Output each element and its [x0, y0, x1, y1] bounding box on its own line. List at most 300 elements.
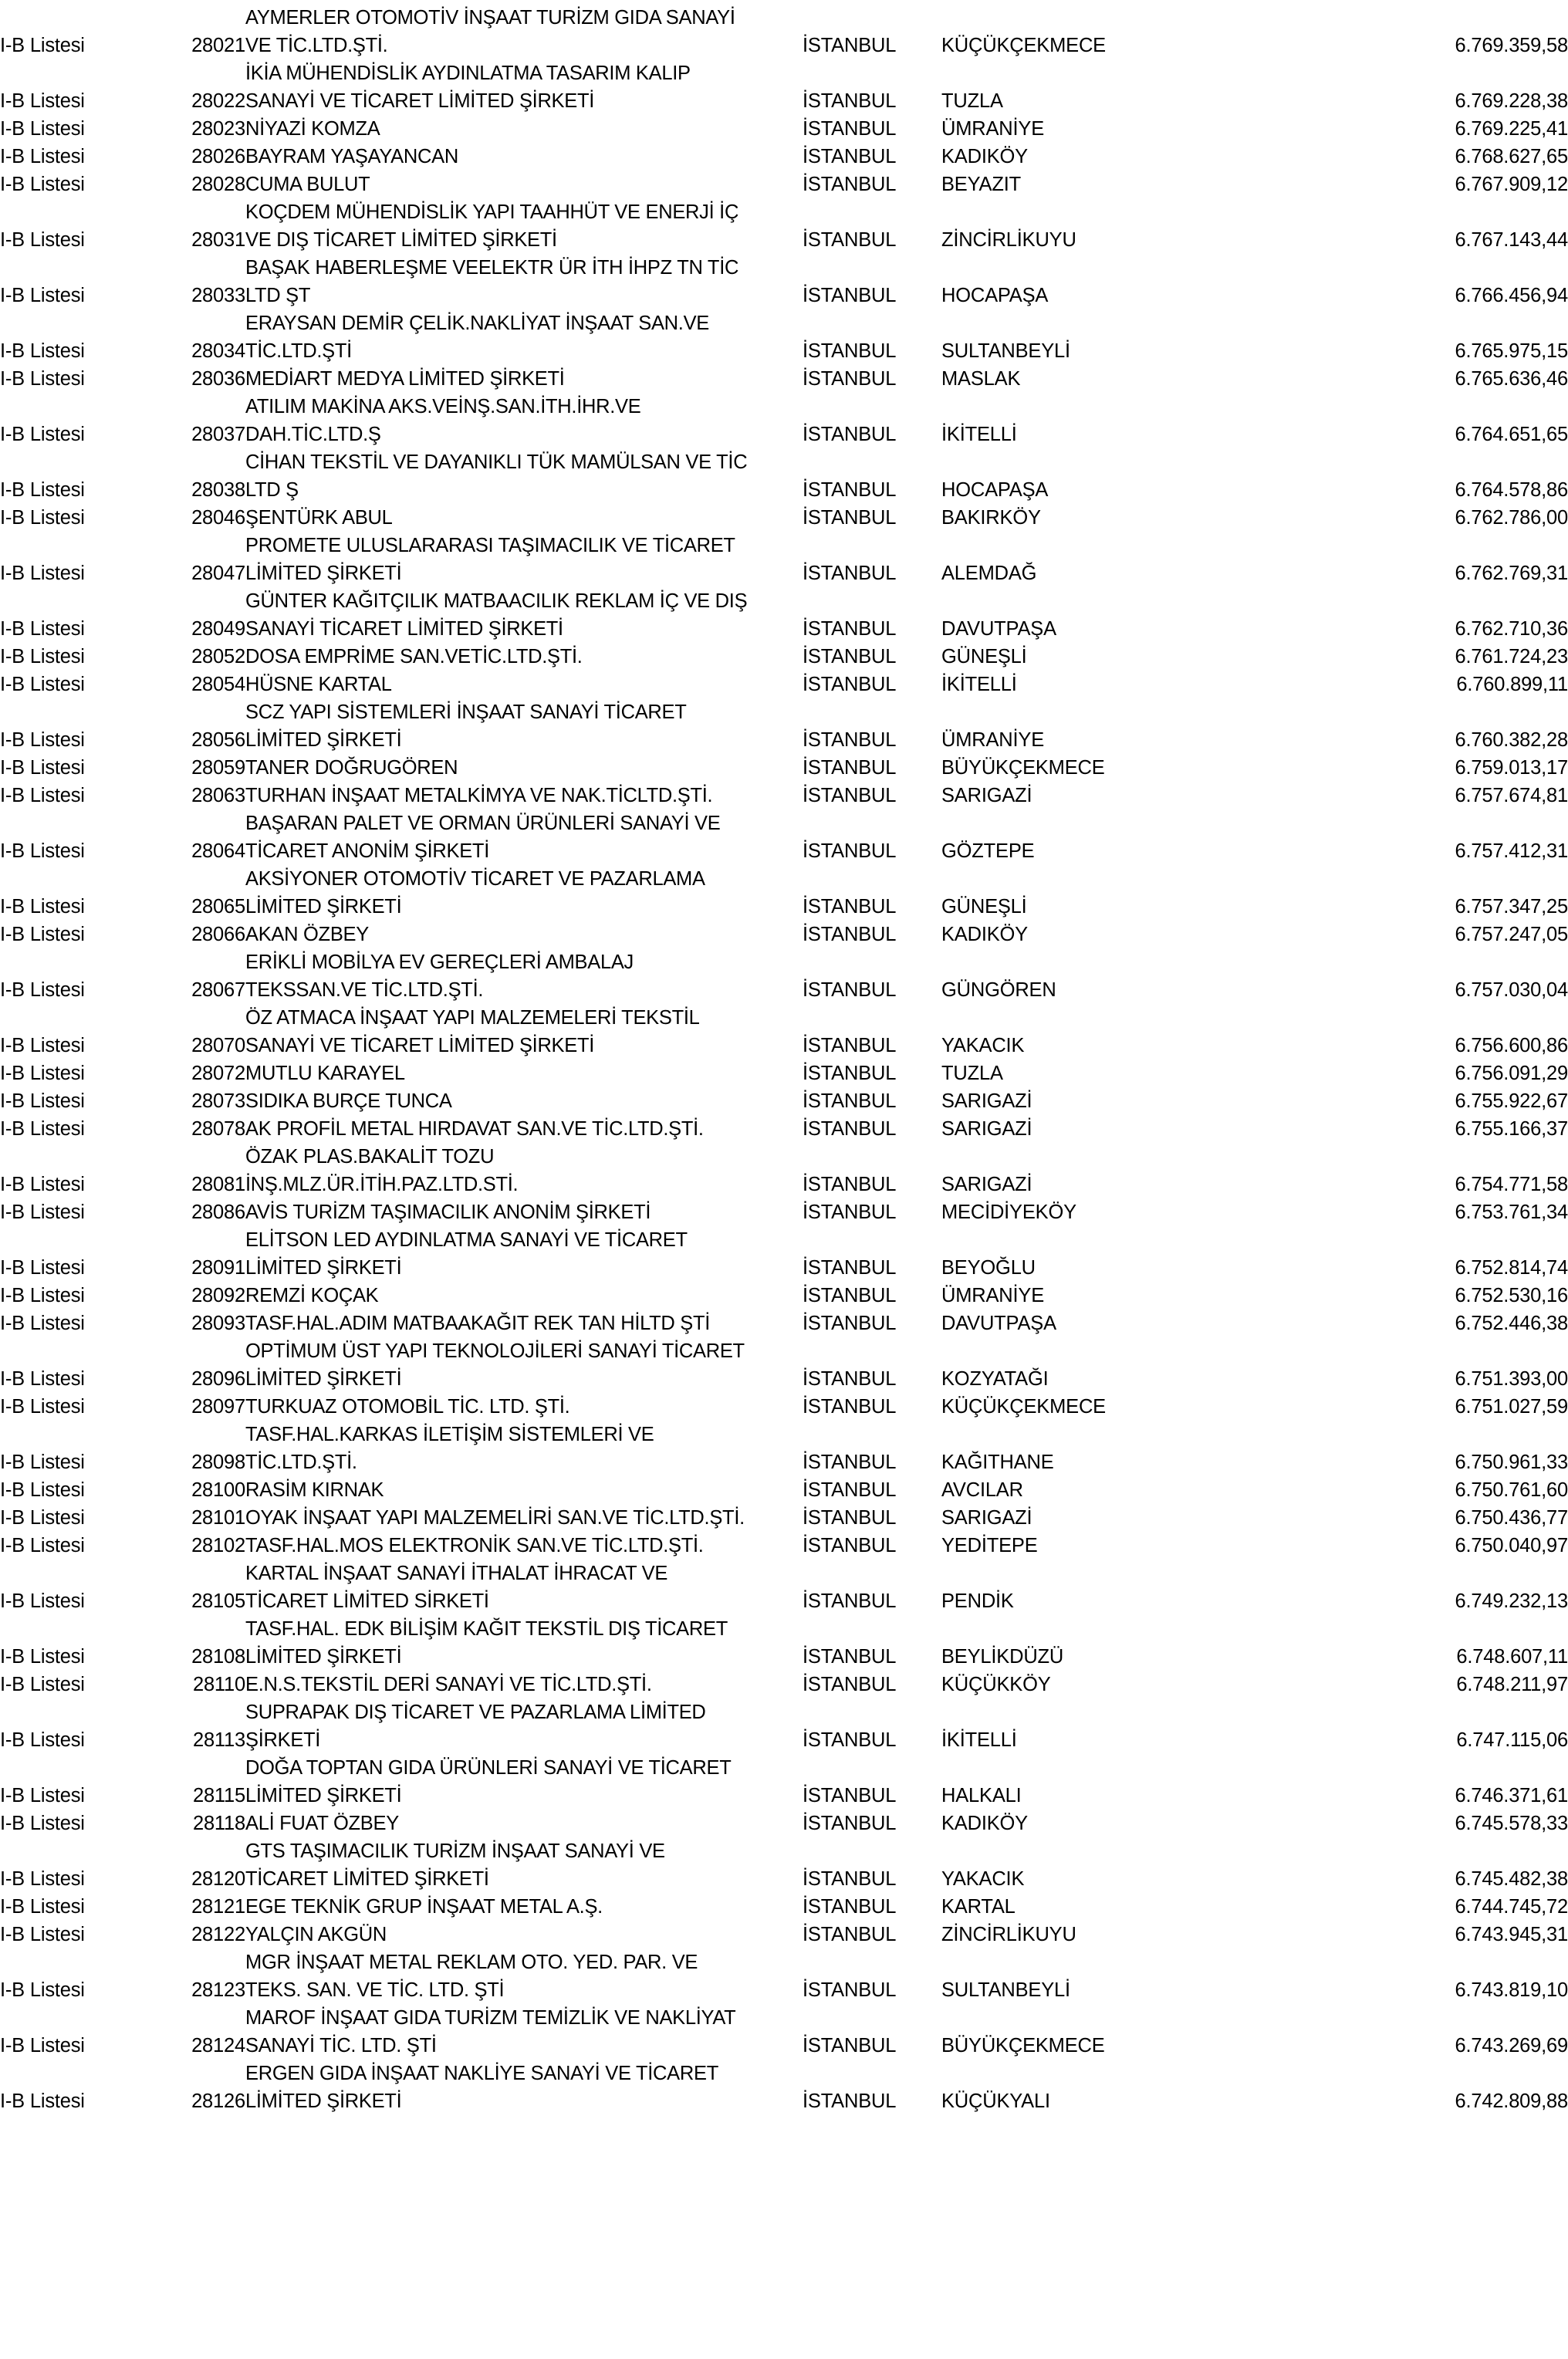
row-number: 28049 — [191, 617, 245, 640]
table-row — [0, 1250, 1568, 1278]
list-label: I-B Listesi — [0, 1923, 85, 1945]
list-label: I-B Listesi — [0, 478, 85, 501]
company-name: SANAYİ TİCARET LİMİTED ŞİRKETİ — [245, 617, 563, 640]
row-number-empty — [145, 2000, 245, 2028]
row-number-empty — [145, 806, 245, 833]
list-label-empty — [0, 0, 145, 28]
company-name: VE TİC.LTD.ŞTİ. — [245, 34, 388, 56]
list-label-empty — [0, 1000, 145, 1028]
debt-amount: 6.767.909,12 — [1455, 173, 1568, 195]
debt-amount: 6.749.232,13 — [1455, 1590, 1568, 1612]
tax-office-district: GÜNEŞLİ — [941, 895, 1027, 918]
table-row — [0, 1889, 1568, 1917]
list-label-empty — [0, 1750, 145, 1778]
tax-office-district: ALEMDAĞ — [941, 562, 1037, 584]
list-label: I-B Listesi — [0, 1645, 85, 1668]
table-row-name-wrap — [0, 2000, 1568, 2028]
row-number: 28059 — [191, 756, 245, 779]
company-name: LİMİTED ŞİRKETİ — [245, 1367, 402, 1390]
row-number-empty — [145, 1833, 245, 1861]
company-name: BAYRAM YAŞAYANCAN — [245, 145, 458, 167]
city-name: İSTANBUL — [803, 478, 897, 501]
debt-amount: 6.748.211,97 — [1456, 1673, 1568, 1695]
list-label: I-B Listesi — [0, 2034, 85, 2057]
list-label: I-B Listesi — [0, 1062, 85, 1084]
company-name: LİMİTED ŞİRKETİ — [245, 728, 402, 751]
table-row — [0, 722, 1568, 750]
company-name: LTD ŞT — [245, 284, 311, 306]
table-row-name-wrap — [0, 1695, 1568, 1722]
table-row — [0, 556, 1568, 583]
city-name: İSTANBUL — [803, 978, 897, 1001]
company-name-line1: İKİA MÜHENDİSLİK AYDINLATMA TASARIM KALIP — [245, 62, 691, 84]
table-row — [0, 1972, 1568, 2000]
row-number: 28081 — [191, 1173, 245, 1195]
company-name: LİMİTED ŞİRKETİ — [245, 895, 402, 918]
row-number: 28093 — [191, 1312, 245, 1334]
row-number: 28065 — [191, 895, 245, 918]
amount-empty — [1327, 1139, 1568, 1167]
city-empty — [803, 1333, 941, 1361]
row-number-empty — [145, 1417, 245, 1445]
amount-empty — [1327, 2000, 1568, 2028]
table-row-name-wrap — [0, 250, 1568, 278]
city-name: İSTANBUL — [803, 1256, 897, 1279]
company-name: LİMİTED ŞİRKETİ — [245, 1645, 402, 1668]
row-number: 28078 — [191, 1117, 245, 1140]
table-row-name-wrap — [0, 695, 1568, 722]
tax-office-district: KÜÇÜKYALI — [941, 2090, 1050, 2112]
amount-empty — [1327, 1417, 1568, 1445]
row-number-empty — [145, 56, 245, 83]
list-label-empty — [0, 1833, 145, 1861]
list-label-empty — [0, 194, 145, 222]
table-row — [0, 1361, 1568, 1389]
company-name: DOSA EMPRİME SAN.VETİC.LTD.ŞTİ. — [245, 645, 583, 667]
company-name: MEDİART MEDYA LİMİTED ŞİRKETİ — [245, 367, 565, 390]
list-label: I-B Listesi — [0, 673, 85, 695]
company-name: TASF.HAL.ADIM MATBAAKAĞIT REK TAN HİLTD ŞTİ — [245, 1312, 711, 1334]
debt-amount: 6.760.382,28 — [1455, 728, 1568, 751]
company-name: E.N.S.TEKSTİL DERİ SANAYİ VE TİC.LTD.ŞTİ. — [245, 1673, 652, 1695]
company-name: SANAYİ VE TİCARET LİMİTED ŞİRKETİ — [245, 1034, 595, 1056]
table-row — [0, 417, 1568, 444]
row-number: 28063 — [191, 784, 245, 806]
company-name: REMZİ KOÇAK — [245, 1284, 379, 1306]
table-row — [0, 472, 1568, 500]
city-empty — [803, 1695, 941, 1722]
tax-office-district: KOZYATAĞI — [941, 1367, 1049, 1390]
city-empty — [803, 1945, 941, 1972]
row-number-empty — [145, 1611, 245, 1639]
row-number: 28066 — [191, 923, 245, 945]
list-label: I-B Listesi — [0, 1506, 85, 1529]
city-name: İSTANBUL — [803, 1284, 897, 1306]
city-empty — [803, 250, 941, 278]
debt-amount: 6.757.412,31 — [1455, 840, 1568, 862]
amount-empty — [1327, 250, 1568, 278]
amount-empty — [1327, 1750, 1568, 1778]
amount-empty — [1327, 1000, 1568, 1028]
debt-amount: 6.746.371,61 — [1455, 1784, 1568, 1806]
table-row — [0, 1778, 1568, 1806]
debt-amount: 6.757.030,04 — [1455, 978, 1568, 1001]
table-row-name-wrap — [0, 1139, 1568, 1167]
company-name: SANAYİ VE TİCARET LİMİTED ŞİRKETİ — [245, 90, 595, 112]
city-empty — [803, 1833, 941, 1861]
district-empty — [941, 444, 1327, 472]
list-label-empty — [0, 306, 145, 333]
table-row — [0, 667, 1568, 695]
company-name-line1: MAROF İNŞAAT GIDA TURİZM TEMİZLİK VE NAKLİYAT — [245, 2006, 736, 2029]
debt-amount: 6.756.091,29 — [1455, 1062, 1568, 1084]
city-name: İSTANBUL — [803, 1506, 897, 1529]
amount-empty — [1327, 389, 1568, 417]
list-label: I-B Listesi — [0, 1367, 85, 1390]
company-name: ŞENTÜRK ABUL — [245, 506, 393, 529]
row-number-empty — [145, 194, 245, 222]
district-empty — [941, 1833, 1327, 1861]
city-name: İSTANBUL — [803, 1173, 897, 1195]
company-name: HÜSNE KARTAL — [245, 673, 392, 695]
debt-amount: 6.752.530,16 — [1455, 1284, 1568, 1306]
company-name-line1: ERİKLİ MOBİLYA EV GEREÇLERİ AMBALAJ — [245, 951, 634, 973]
district-empty — [941, 1000, 1327, 1028]
list-label: I-B Listesi — [0, 117, 85, 140]
city-name: İSTANBUL — [803, 228, 897, 251]
company-name: TİC.LTD.ŞTİ. — [245, 1451, 357, 1473]
city-name: İSTANBUL — [803, 1895, 897, 1918]
city-name: İSTANBUL — [803, 284, 897, 306]
amount-empty — [1327, 583, 1568, 611]
company-name-line1: ÖZAK PLAS.BAKALİT TOZU — [245, 1145, 495, 1168]
tax-office-district: SARIGAZİ — [941, 784, 1032, 806]
company-name: TİC.LTD.ŞTİ — [245, 340, 352, 362]
district-empty — [941, 1695, 1327, 1722]
amount-empty — [1327, 1611, 1568, 1639]
district-empty — [941, 806, 1327, 833]
city-name: İSTANBUL — [803, 1867, 897, 1890]
city-name: İSTANBUL — [803, 2090, 897, 2112]
company-name-line1: KARTAL İNŞAAT SANAYİ İTHALAT İHRACAT VE — [245, 1562, 668, 1584]
city-empty — [803, 194, 941, 222]
company-name: LİMİTED ŞİRKETİ — [245, 1256, 402, 1279]
table-row — [0, 1111, 1568, 1139]
row-number: 28118 — [192, 1812, 245, 1834]
company-name: YALÇIN AKGÜN — [245, 1923, 387, 1945]
list-label: I-B Listesi — [0, 228, 85, 251]
tax-office-district: DAVUTPAŞA — [941, 1312, 1056, 1334]
row-number: 28037 — [191, 423, 245, 445]
district-empty — [941, 583, 1327, 611]
tax-office-district: TUZLA — [941, 90, 1003, 112]
row-number-empty — [145, 528, 245, 556]
city-name: İSTANBUL — [803, 90, 897, 112]
debt-amount: 6.752.814,74 — [1455, 1256, 1568, 1279]
list-label: I-B Listesi — [0, 506, 85, 529]
row-number: 28031 — [191, 228, 245, 251]
row-number: 28070 — [191, 1034, 245, 1056]
tax-office-district: SARIGAZİ — [941, 1090, 1032, 1112]
row-number-empty — [145, 1139, 245, 1167]
list-label: I-B Listesi — [0, 90, 85, 112]
debt-amount: 6.760.899,11 — [1456, 673, 1568, 695]
table-row — [0, 1806, 1568, 1833]
tax-office-district: YAKACIK — [941, 1867, 1025, 1890]
district-empty — [941, 695, 1327, 722]
district-empty — [941, 861, 1327, 889]
district-empty — [941, 56, 1327, 83]
table-row-name-wrap — [0, 1833, 1568, 1861]
list-label: I-B Listesi — [0, 1090, 85, 1112]
table-row — [0, 1583, 1568, 1611]
row-number: 28038 — [191, 478, 245, 501]
city-empty — [803, 1750, 941, 1778]
debt-amount: 6.754.771,58 — [1455, 1173, 1568, 1195]
list-label-empty — [0, 1611, 145, 1639]
list-label: I-B Listesi — [0, 1451, 85, 1473]
district-empty — [941, 1417, 1327, 1445]
table-row-name-wrap — [0, 2056, 1568, 2084]
company-name: DAH.TİC.LTD.Ş — [245, 423, 381, 445]
row-number-empty — [145, 1695, 245, 1722]
district-empty — [941, 1222, 1327, 1250]
debt-amount: 6.762.786,00 — [1455, 506, 1568, 529]
tax-office-district: KÜÇÜKKÖY — [941, 1673, 1051, 1695]
company-name: AVİS TURİZM TAŞIMACILIK ANONİM ŞİRKETİ — [245, 1201, 651, 1223]
city-name: İSTANBUL — [803, 1117, 897, 1140]
row-number: 28028 — [191, 173, 245, 195]
debt-amount: 6.750.040,97 — [1455, 1534, 1568, 1556]
amount-empty — [1327, 945, 1568, 972]
row-number: 28110 — [192, 1673, 245, 1695]
table-row — [0, 1722, 1568, 1750]
row-number-empty — [145, 0, 245, 28]
debt-amount: 6.756.600,86 — [1455, 1034, 1568, 1056]
company-name-line1: TASF.HAL.KARKAS İLETİŞİM SİSTEMLERİ VE — [245, 1423, 654, 1445]
company-name: ALİ FUAT ÖZBEY — [245, 1812, 399, 1834]
debt-amount: 6.743.269,69 — [1455, 2034, 1568, 2057]
row-number-empty — [145, 1945, 245, 1972]
table-row-name-wrap — [0, 306, 1568, 333]
row-number: 28021 — [191, 34, 245, 56]
debt-amount: 6.743.819,10 — [1455, 1979, 1568, 2001]
row-number: 28022 — [191, 90, 245, 112]
list-label: I-B Listesi — [0, 1201, 85, 1223]
city-name: İSTANBUL — [803, 423, 897, 445]
district-empty — [941, 2000, 1327, 2028]
amount-empty — [1327, 806, 1568, 833]
table-row — [0, 1278, 1568, 1306]
row-number: 28064 — [191, 840, 245, 862]
table-row-name-wrap — [0, 0, 1568, 28]
city-name: İSTANBUL — [803, 617, 897, 640]
debt-amount: 6.743.945,31 — [1455, 1923, 1568, 1945]
list-label: I-B Listesi — [0, 284, 85, 306]
city-empty — [803, 528, 941, 556]
tax-office-district: HOCAPAŞA — [941, 478, 1049, 501]
table-row — [0, 222, 1568, 250]
company-name-line1: SCZ YAPI SİSTEMLERİ İNŞAAT SANAYİ TİCARET — [245, 701, 687, 723]
company-name-line1: GÜNTER KAĞITÇILIK MATBAACILIK REKLAM İÇ VE DIŞ — [245, 590, 748, 612]
tax-office-district: ÜMRANİYE — [941, 728, 1044, 751]
debt-amount: 6.742.809,88 — [1455, 2090, 1568, 2112]
city-name: İSTANBUL — [803, 1395, 897, 1418]
city-name: İSTANBUL — [803, 784, 897, 806]
row-number-empty — [145, 1556, 245, 1583]
list-label-empty — [0, 2056, 145, 2084]
table-row — [0, 611, 1568, 639]
company-name-line1: ERGEN GIDA İNŞAAT NAKLİYE SANAYİ VE TİCARET — [245, 2062, 718, 2084]
city-empty — [803, 1222, 941, 1250]
city-name: İSTANBUL — [803, 673, 897, 695]
table-row-name-wrap — [0, 1222, 1568, 1250]
company-name: LTD Ş — [245, 478, 299, 501]
tax-office-district: MECİDİYEKÖY — [941, 1201, 1076, 1223]
city-name: İSTANBUL — [803, 728, 897, 751]
amount-empty — [1327, 56, 1568, 83]
district-empty — [941, 389, 1327, 417]
row-number-empty — [145, 2056, 245, 2084]
amount-empty — [1327, 306, 1568, 333]
table-row — [0, 972, 1568, 1000]
city-name: İSTANBUL — [803, 1923, 897, 1945]
tax-office-district: SARIGAZİ — [941, 1506, 1032, 1529]
debt-amount: 6.752.446,38 — [1455, 1312, 1568, 1334]
amount-empty — [1327, 0, 1568, 28]
city-empty — [803, 2000, 941, 2028]
tax-office-district: SARIGAZİ — [941, 1173, 1032, 1195]
row-number: 28113 — [192, 1729, 245, 1751]
city-empty — [803, 2056, 941, 2084]
row-number: 28123 — [191, 1979, 245, 2001]
tax-office-district: BÜYÜKÇEKMECE — [941, 2034, 1105, 2057]
list-label: I-B Listesi — [0, 784, 85, 806]
list-label-empty — [0, 806, 145, 833]
row-number: 28047 — [191, 562, 245, 584]
row-number: 28067 — [191, 978, 245, 1001]
row-number: 28034 — [191, 340, 245, 362]
table-row — [0, 1056, 1568, 1083]
debt-amount: 6.745.578,33 — [1455, 1812, 1568, 1834]
company-name: LİMİTED ŞİRKETİ — [245, 1784, 402, 1806]
table-row-name-wrap — [0, 1945, 1568, 1972]
city-name: İSTANBUL — [803, 840, 897, 862]
debt-amount: 6.769.228,38 — [1455, 90, 1568, 112]
city-name: İSTANBUL — [803, 1534, 897, 1556]
tax-office-district: KARTAL — [941, 1895, 1015, 1918]
table-row-name-wrap — [0, 1556, 1568, 1583]
company-name: SIDIKA BURÇE TUNCA — [245, 1090, 452, 1112]
row-number: 28086 — [191, 1201, 245, 1223]
tax-office-district: İKİTELLİ — [941, 423, 1017, 445]
city-name: İSTANBUL — [803, 1812, 897, 1834]
city-name: İSTANBUL — [803, 367, 897, 390]
city-name: İSTANBUL — [803, 756, 897, 779]
table-row — [0, 1195, 1568, 1222]
tax-office-district: GÜNGÖREN — [941, 978, 1056, 1001]
tax-office-district: HALKALI — [941, 1784, 1022, 1806]
table-row — [0, 500, 1568, 528]
city-name: İSTANBUL — [803, 34, 897, 56]
table-row — [0, 361, 1568, 389]
table-row-name-wrap — [0, 1333, 1568, 1361]
table-row — [0, 111, 1568, 139]
tax-office-district: BAKIRKÖY — [941, 506, 1041, 529]
row-number: 28052 — [191, 645, 245, 667]
company-name: AKAN ÖZBEY — [245, 923, 369, 945]
list-label: I-B Listesi — [0, 756, 85, 779]
table-row — [0, 278, 1568, 306]
tax-office-district: BEYLİKDÜZÜ — [941, 1645, 1064, 1668]
table-row-name-wrap — [0, 56, 1568, 83]
row-number: 28096 — [191, 1367, 245, 1390]
table-row — [0, 778, 1568, 806]
list-label-empty — [0, 528, 145, 556]
company-name: ŞİRKETİ — [245, 1729, 321, 1751]
list-label: I-B Listesi — [0, 1395, 85, 1418]
debt-amount: 6.764.651,65 — [1455, 423, 1568, 445]
company-name-line1: ÖZ ATMACA İNŞAAT YAPI MALZEMELERİ TEKSTİL — [245, 1006, 700, 1029]
row-number: 28098 — [191, 1451, 245, 1473]
tax-office-district: SARIGAZİ — [941, 1117, 1032, 1140]
list-label-empty — [0, 56, 145, 83]
list-label-empty — [0, 583, 145, 611]
company-name-line1: CİHAN TEKSTİL VE DAYANIKLI TÜK MAMÜLSAN VE TİC — [245, 451, 748, 473]
tax-office-district: SULTANBEYLİ — [941, 1979, 1070, 2001]
amount-empty — [1327, 528, 1568, 556]
tax-office-district: TUZLA — [941, 1062, 1003, 1084]
city-name: İSTANBUL — [803, 1312, 897, 1334]
company-name: TANER DOĞRUGÖREN — [245, 756, 458, 779]
company-name: TEKSSAN.VE TİC.LTD.ŞTİ. — [245, 978, 484, 1001]
district-empty — [941, 1750, 1327, 1778]
list-label-empty — [0, 389, 145, 417]
amount-empty — [1327, 861, 1568, 889]
debt-amount: 6.761.724,23 — [1455, 645, 1568, 667]
debt-amount: 6.765.636,46 — [1455, 367, 1568, 390]
tax-office-district: GÜNEŞLİ — [941, 645, 1027, 667]
city-empty — [803, 1611, 941, 1639]
debt-amount: 6.744.745,72 — [1455, 1895, 1568, 1918]
list-label-empty — [0, 1333, 145, 1361]
row-number: 28105 — [191, 1590, 245, 1612]
city-empty — [803, 444, 941, 472]
row-number: 28102 — [191, 1534, 245, 1556]
city-name: İSTANBUL — [803, 1479, 897, 1501]
company-name: TASF.HAL.MOS ELEKTRONİK SAN.VE TİC.LTD.ŞTİ. — [245, 1534, 704, 1556]
table-row — [0, 83, 1568, 111]
list-label: I-B Listesi — [0, 340, 85, 362]
tax-office-district: HOCAPAŞA — [941, 284, 1049, 306]
table-row-name-wrap — [0, 861, 1568, 889]
list-label: I-B Listesi — [0, 617, 85, 640]
amount-empty — [1327, 2056, 1568, 2084]
debt-amount: 6.753.761,34 — [1455, 1201, 1568, 1223]
tax-office-district: YAKACIK — [941, 1034, 1025, 1056]
table-row-name-wrap — [0, 1611, 1568, 1639]
list-label: I-B Listesi — [0, 1867, 85, 1890]
city-name: İSTANBUL — [803, 562, 897, 584]
city-name: İSTANBUL — [803, 1062, 897, 1084]
row-number: 28126 — [191, 2090, 245, 2112]
city-empty — [803, 806, 941, 833]
city-name: İSTANBUL — [803, 1645, 897, 1668]
list-label-empty — [0, 1222, 145, 1250]
table-row — [0, 2084, 1568, 2111]
row-number: 28108 — [191, 1645, 245, 1668]
tax-office-district: BÜYÜKÇEKMECE — [941, 756, 1105, 779]
